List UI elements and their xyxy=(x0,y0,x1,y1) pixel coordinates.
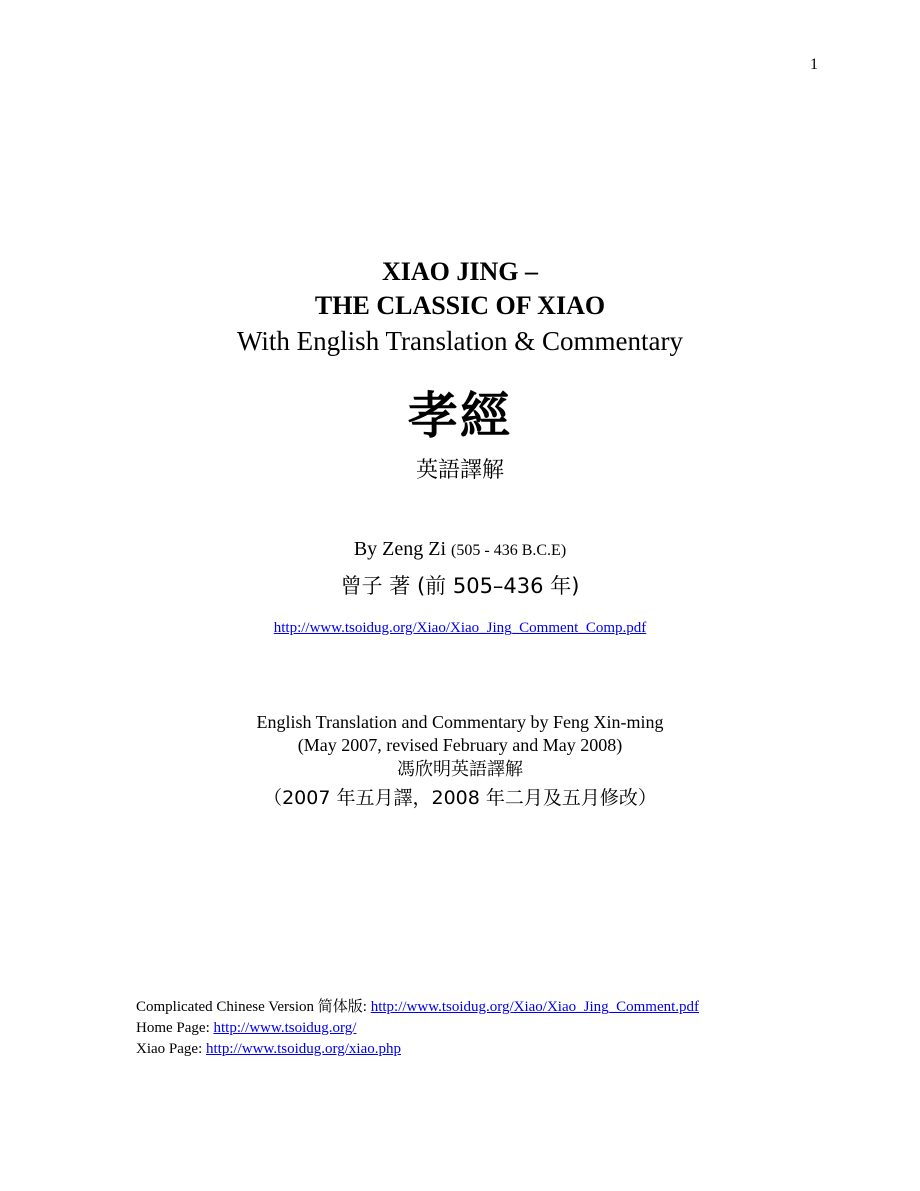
chinese-author-block xyxy=(0,570,920,600)
title-block xyxy=(0,255,920,359)
chinese-title: 孝經 xyxy=(408,387,512,445)
chinese-title-block xyxy=(0,386,920,446)
footer-xiao-line xyxy=(136,1039,699,1060)
title-line-3: With English Translation & Commentary xyxy=(237,326,683,356)
footer-home-line xyxy=(136,1018,699,1039)
chinese-author-line xyxy=(0,570,920,600)
chinese-translation-dates: （2007 年五月譯，2008 年二月及五月修改） xyxy=(263,787,657,809)
title-line-1: XIAO JING – xyxy=(381,257,538,286)
chinese-author-name: 曾子 著 xyxy=(340,574,411,598)
title-line-2: THE CLASSIC OF XIAO xyxy=(314,291,606,320)
home-page-label: Home Page: xyxy=(136,1020,210,1036)
translation-block xyxy=(0,711,920,813)
complicated-version-link[interactable]: http://www.tsoidug.org/Xiao/Xiao_Jing_Comment.pdf xyxy=(370,999,700,1015)
xiao-page-link[interactable]: http://www.tsoidug.org/xiao.php xyxy=(205,1041,401,1057)
chinese-author-years: (前 505–436 年) xyxy=(416,574,580,598)
source-link-block xyxy=(0,619,920,637)
translation-dates: (May 2007, revised February and May 2008) xyxy=(297,735,623,755)
page-number: 1 xyxy=(810,56,818,73)
author-byline: By Zeng Zi xyxy=(353,538,447,560)
source-link[interactable]: http://www.tsoidug.org/Xiao/Xiao_Jing_Comment_Comp.pdf xyxy=(273,620,647,636)
xiao-page-label: Xiao Page: xyxy=(136,1041,203,1057)
chinese-translation-credit: 馮欣明英語譯解 xyxy=(397,759,523,780)
complicated-label: Complicated Chinese Version xyxy=(136,999,315,1015)
author-byline-line xyxy=(0,538,920,561)
complicated-colon: : xyxy=(362,999,367,1015)
home-page-link[interactable]: http://www.tsoidug.org/ xyxy=(213,1020,357,1036)
footer-complicated-line xyxy=(136,996,699,1018)
chinese-subtitle: 英語譯解 xyxy=(415,458,504,483)
author-block xyxy=(0,538,920,561)
author-years: (505 - 436 B.C.E) xyxy=(451,542,567,559)
translation-credit: English Translation and Commentary by Feng Xin-ming xyxy=(256,712,664,732)
footer xyxy=(136,996,699,1060)
complicated-cjk-label: 简体版 xyxy=(317,997,363,1015)
chinese-subtitle-block xyxy=(0,456,920,486)
